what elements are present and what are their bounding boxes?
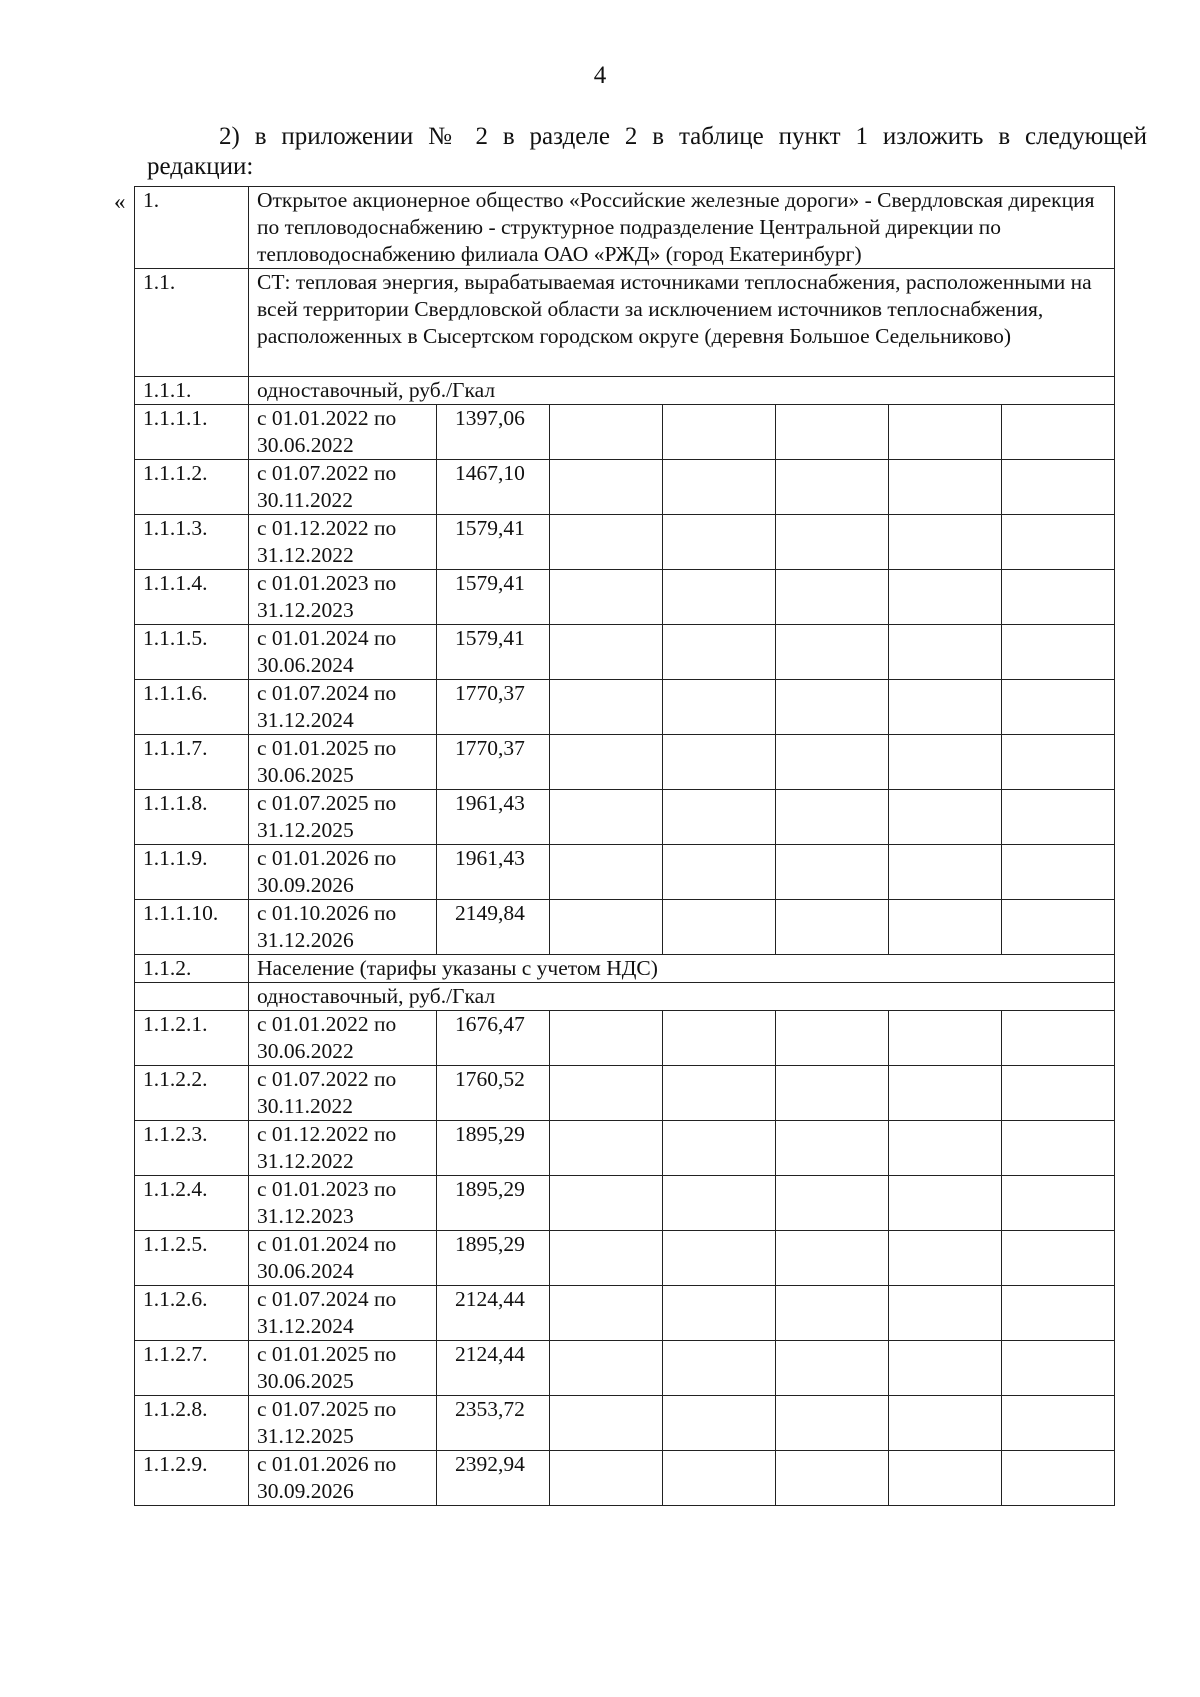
period-end: 30.06.2024 [257, 1259, 354, 1283]
table-row [135, 460, 1115, 515]
empty-cell [776, 790, 889, 845]
empty-cell [776, 460, 889, 515]
period-start: с 01.01.2025 по [257, 1342, 397, 1366]
empty-cell [663, 460, 776, 515]
empty-cell [889, 845, 1002, 900]
row-number: 1.1.2.3. [135, 1121, 249, 1176]
empty-cell [1002, 1286, 1115, 1341]
empty-cell [776, 1286, 889, 1341]
period-end: 31.12.2025 [257, 818, 354, 842]
table-row [135, 1176, 1115, 1231]
tariff-value: 1961,43 [437, 790, 550, 845]
section-label: Население (тарифы указаны с учетом НДС) [249, 955, 1115, 983]
table-row [135, 1396, 1115, 1451]
empty-cell [889, 625, 1002, 680]
period-end: 31.12.2022 [257, 1149, 354, 1173]
row-number: 1.1.1.2. [135, 460, 249, 515]
period-end: 31.12.2023 [257, 598, 354, 622]
row-number: 1.1.2.7. [135, 1341, 249, 1396]
tariff-value: 2392,94 [437, 1451, 550, 1506]
empty-cell [776, 1231, 889, 1286]
period-start: с 01.07.2025 по [257, 791, 397, 815]
empty-cell [550, 680, 663, 735]
period-cell [249, 1121, 437, 1176]
empty-cell [889, 570, 1002, 625]
empty-cell [1002, 1341, 1115, 1396]
empty-cell [889, 460, 1002, 515]
tariff-value: 1579,41 [437, 515, 550, 570]
table-row-1-1-2-subheader [135, 983, 1115, 1011]
row-number: 1.1.1.1. [135, 405, 249, 460]
row-number: 1.1.1.3. [135, 515, 249, 570]
period-start: с 01.01.2026 по [257, 846, 397, 870]
period-start: с 01.01.2024 по [257, 1232, 397, 1256]
period-start: с 01.01.2022 по [257, 406, 397, 430]
row-number: 1.1.1.5. [135, 625, 249, 680]
period-end: 30.11.2022 [257, 488, 353, 512]
open-quote-mark: « [114, 189, 126, 214]
table-row [135, 900, 1115, 955]
empty-cell [889, 1341, 1002, 1396]
tariff-value: 2124,44 [437, 1341, 550, 1396]
empty-cell [663, 845, 776, 900]
section-label: одноставочный, руб./Гкал [249, 983, 1115, 1011]
tariff-value: 1676,47 [437, 1011, 550, 1066]
period-cell [249, 1451, 437, 1506]
empty-cell [889, 1286, 1002, 1341]
table-row [135, 1121, 1115, 1176]
period-cell [249, 680, 437, 735]
tariff-value: 1760,52 [437, 1066, 550, 1121]
empty-cell [1002, 1176, 1115, 1231]
period-end: 30.09.2026 [257, 873, 354, 897]
row-number: 1.1.1.9. [135, 845, 249, 900]
table-row [135, 570, 1115, 625]
empty-cell [550, 790, 663, 845]
table-row-1-1 [135, 269, 1115, 377]
empty-cell [663, 1286, 776, 1341]
empty-cell [889, 1011, 1002, 1066]
row-number: 1.1. [135, 269, 249, 377]
period-cell [249, 460, 437, 515]
period-cell [249, 625, 437, 680]
intro-line-2: редакции: [147, 153, 254, 180]
table-row-1-1-1 [135, 377, 1115, 405]
empty-cell [663, 735, 776, 790]
empty-cell [663, 1341, 776, 1396]
empty-cell [776, 625, 889, 680]
table-row [135, 680, 1115, 735]
tariff-value: 1397,06 [437, 405, 550, 460]
table-row [135, 405, 1115, 460]
empty-cell [1002, 735, 1115, 790]
period-start: с 01.07.2022 по [257, 461, 397, 485]
tariff-value: 2149,84 [437, 900, 550, 955]
row-number: 1.1.2.6. [135, 1286, 249, 1341]
empty-cell [889, 735, 1002, 790]
tariff-value: 2124,44 [437, 1286, 550, 1341]
period-start: с 01.01.2026 по [257, 1452, 397, 1476]
empty-cell [889, 1066, 1002, 1121]
period-start: с 01.07.2024 по [257, 1287, 397, 1311]
empty-cell [776, 1341, 889, 1396]
empty-cell [776, 900, 889, 955]
empty-cell [550, 1451, 663, 1506]
empty-cell [550, 900, 663, 955]
tariff-value: 1895,29 [437, 1176, 550, 1231]
row-number: 1.1.2.4. [135, 1176, 249, 1231]
table-row [135, 790, 1115, 845]
table-row [135, 1231, 1115, 1286]
empty-cell [1002, 845, 1115, 900]
empty-cell [1002, 625, 1115, 680]
empty-cell [550, 1176, 663, 1231]
row-number: 1.1.2.9. [135, 1451, 249, 1506]
organization-name: Открытое акционерное общество «Российские железные дороги» - Свердловская дирекция по тепловодоснабжению - структурное подразделение Центральной дирекции по тепловодоснабжению филиала ОАО «РЖД» (город Екатеринбург) [249, 187, 1115, 269]
table-row-1-1-2 [135, 955, 1115, 983]
empty-cell [550, 625, 663, 680]
period-start: с 01.07.2022 по [257, 1067, 397, 1091]
table-row [135, 1011, 1115, 1066]
period-cell [249, 570, 437, 625]
table-row [135, 735, 1115, 790]
period-start: с 01.01.2023 по [257, 571, 397, 595]
empty-cell [663, 570, 776, 625]
row-number: 1. [135, 187, 249, 269]
table-row [135, 1286, 1115, 1341]
empty-cell [776, 680, 889, 735]
row-number: 1.1.2.2. [135, 1066, 249, 1121]
period-cell [249, 790, 437, 845]
tariff-value: 1895,29 [437, 1231, 550, 1286]
empty-cell [550, 1396, 663, 1451]
empty-cell [1002, 900, 1115, 955]
empty-cell [1002, 405, 1115, 460]
period-start: с 01.01.2023 по [257, 1177, 397, 1201]
period-end: 30.06.2024 [257, 653, 354, 677]
period-end: 31.12.2024 [257, 1314, 354, 1338]
empty-cell [776, 1176, 889, 1231]
empty-cell [1002, 1121, 1115, 1176]
period-end: 30.11.2022 [257, 1094, 353, 1118]
empty-cell [663, 790, 776, 845]
table-body [135, 187, 1115, 1506]
table-row [135, 1451, 1115, 1506]
row-number: 1.1.2.5. [135, 1231, 249, 1286]
table-row [135, 515, 1115, 570]
empty-cell [550, 1231, 663, 1286]
empty-cell [889, 1231, 1002, 1286]
empty-cell [1002, 680, 1115, 735]
period-cell [249, 900, 437, 955]
empty-cell [663, 1231, 776, 1286]
tariff-value: 2353,72 [437, 1396, 550, 1451]
tariff-value: 1770,37 [437, 735, 550, 790]
empty-cell [663, 1121, 776, 1176]
period-cell [249, 1066, 437, 1121]
period-cell [249, 1176, 437, 1231]
tariff-table [134, 186, 1115, 1506]
tariff-description: СТ: тепловая энергия, вырабатываемая источниками теплоснабжения, расположенными на всей территории Свердловской области за исключением источников теплоснабжения, расположенных в Сысертском городском округе (деревня Большое Седельниково) [249, 269, 1115, 377]
period-start: с 01.07.2024 по [257, 681, 397, 705]
empty-cell [1002, 1396, 1115, 1451]
empty-cell [776, 1396, 889, 1451]
empty-cell [550, 460, 663, 515]
empty-cell [889, 1176, 1002, 1231]
empty-cell [550, 1066, 663, 1121]
empty-cell [550, 405, 663, 460]
period-end: 31.12.2022 [257, 543, 354, 567]
period-start: с 01.01.2022 по [257, 1012, 397, 1036]
empty-cell [1002, 515, 1115, 570]
tariff-value: 1961,43 [437, 845, 550, 900]
empty-cell [550, 1011, 663, 1066]
empty-cell [1002, 1011, 1115, 1066]
table-row [135, 845, 1115, 900]
intro-line-1: 2) в приложении № 2 в разделе 2 в таблице пункт 1 изложить в следующей [219, 123, 1147, 150]
tariff-value: 1579,41 [437, 625, 550, 680]
tariff-value: 1770,37 [437, 680, 550, 735]
row-number: 1.1.1.7. [135, 735, 249, 790]
empty-cell [550, 570, 663, 625]
empty-cell [550, 1341, 663, 1396]
tariff-table-wrapper [134, 186, 1114, 1506]
period-start: с 01.12.2022 по [257, 1122, 397, 1146]
period-end: 30.06.2022 [257, 1039, 354, 1063]
empty-cell [776, 1011, 889, 1066]
empty-cell [663, 1176, 776, 1231]
empty-cell [550, 1121, 663, 1176]
empty-cell [1002, 790, 1115, 845]
empty-cell [776, 1121, 889, 1176]
period-cell [249, 1011, 437, 1066]
period-end: 31.12.2024 [257, 708, 354, 732]
tariff-value: 1467,10 [437, 460, 550, 515]
empty-cell [889, 900, 1002, 955]
empty-cell [776, 735, 889, 790]
period-end: 31.12.2026 [257, 928, 354, 952]
table-row [135, 1066, 1115, 1121]
period-start: с 01.12.2022 по [257, 516, 397, 540]
row-number: 1.1.2. [135, 955, 249, 983]
empty-cell [1002, 460, 1115, 515]
row-number [135, 983, 249, 1011]
empty-cell [1002, 570, 1115, 625]
empty-cell [776, 845, 889, 900]
table-row [135, 1341, 1115, 1396]
empty-cell [550, 845, 663, 900]
empty-cell [550, 515, 663, 570]
empty-cell [1002, 1066, 1115, 1121]
empty-cell [889, 515, 1002, 570]
empty-cell [663, 1011, 776, 1066]
row-number: 1.1.1.4. [135, 570, 249, 625]
empty-cell [889, 1451, 1002, 1506]
empty-cell [889, 1396, 1002, 1451]
page-number: 4 [593, 62, 607, 89]
table-row-1 [135, 187, 1115, 269]
empty-cell [663, 900, 776, 955]
row-number: 1.1.2.8. [135, 1396, 249, 1451]
period-start: с 01.01.2024 по [257, 626, 397, 650]
period-end: 31.12.2023 [257, 1204, 354, 1228]
empty-cell [663, 515, 776, 570]
empty-cell [663, 1066, 776, 1121]
period-cell [249, 1341, 437, 1396]
period-start: с 01.10.2026 по [257, 901, 397, 925]
period-end: 31.12.2025 [257, 1424, 354, 1448]
empty-cell [776, 570, 889, 625]
row-number: 1.1.1.8. [135, 790, 249, 845]
empty-cell [663, 1396, 776, 1451]
period-cell [249, 405, 437, 460]
empty-cell [1002, 1451, 1115, 1506]
period-cell [249, 735, 437, 790]
empty-cell [776, 515, 889, 570]
empty-cell [776, 405, 889, 460]
empty-cell [889, 1121, 1002, 1176]
empty-cell [663, 625, 776, 680]
empty-cell [663, 680, 776, 735]
intro-paragraph [147, 122, 1147, 182]
period-cell [249, 1286, 437, 1341]
empty-cell [550, 1286, 663, 1341]
empty-cell [663, 1451, 776, 1506]
period-cell [249, 515, 437, 570]
empty-cell [776, 1451, 889, 1506]
period-start: с 01.01.2025 по [257, 736, 397, 760]
table-row [135, 625, 1115, 680]
row-number: 1.1.2.1. [135, 1011, 249, 1066]
row-number: 1.1.1. [135, 377, 249, 405]
empty-cell [776, 1066, 889, 1121]
tariff-value: 1895,29 [437, 1121, 550, 1176]
period-cell [249, 845, 437, 900]
period-end: 30.06.2022 [257, 433, 354, 457]
period-end: 30.09.2026 [257, 1479, 354, 1503]
empty-cell [550, 735, 663, 790]
period-cell [249, 1231, 437, 1286]
empty-cell [1002, 1231, 1115, 1286]
period-end: 30.06.2025 [257, 763, 354, 787]
tariff-value: 1579,41 [437, 570, 550, 625]
empty-cell [889, 790, 1002, 845]
empty-cell [663, 405, 776, 460]
period-cell [249, 1396, 437, 1451]
period-start: с 01.07.2025 по [257, 1397, 397, 1421]
empty-cell [889, 405, 1002, 460]
empty-cell [889, 680, 1002, 735]
period-end: 30.06.2025 [257, 1369, 354, 1393]
row-number: 1.1.1.10. [135, 900, 249, 955]
row-number: 1.1.1.6. [135, 680, 249, 735]
tariff-type: одноставочный, руб./Гкал [249, 377, 1115, 405]
